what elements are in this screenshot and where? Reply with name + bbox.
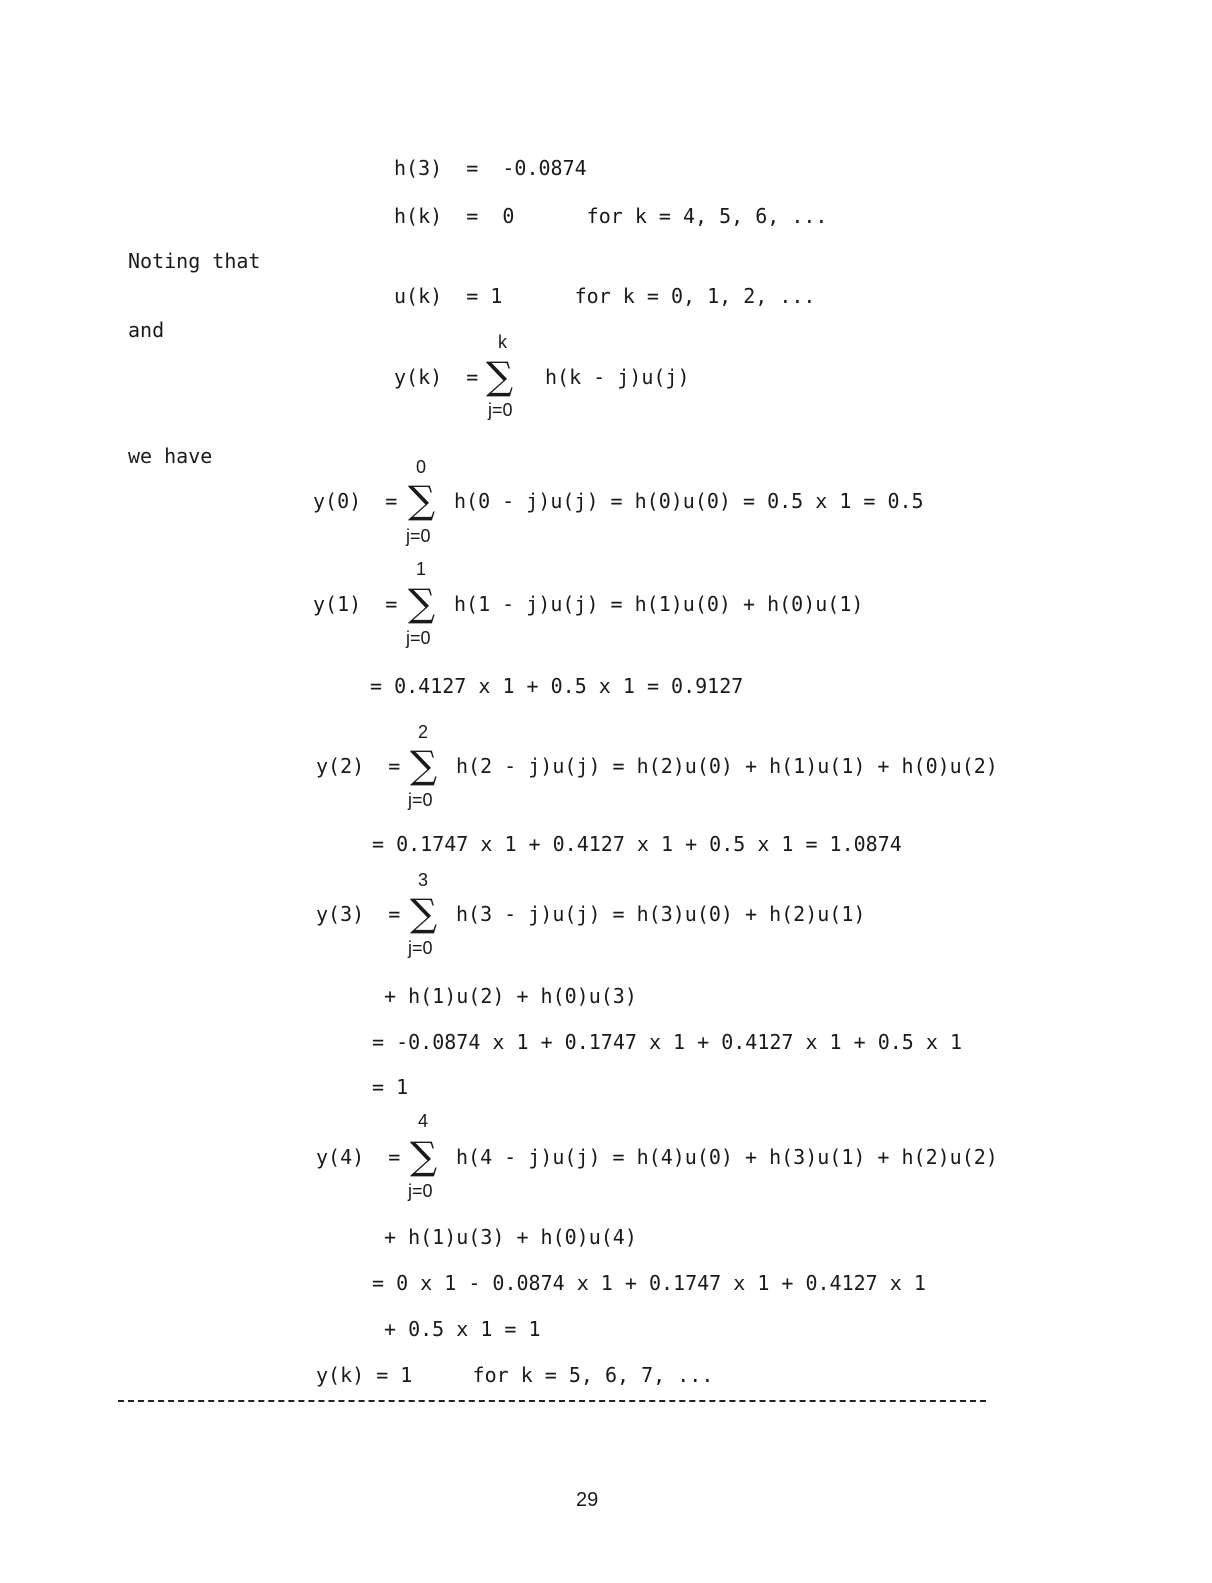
sum-lower-limit: j=0 (488, 400, 513, 420)
y3-evaluation: = -0.0874 x 1 + 0.1747 x 1 + 0.4127 x 1 + 0.5 x 1 (372, 1030, 963, 1054)
y1-rhs: h(1 - j)u(j) = h(1)u(0) + h(0)u(1) (454, 592, 864, 616)
yk-lhs: y(k) = (394, 365, 479, 389)
y1-lower-limit: j=0 (406, 628, 431, 648)
y4-lower-limit: j=0 (408, 1181, 433, 1201)
summation-sigma: ∑ (486, 354, 514, 398)
y4-rhs: h(4 - j)u(j) = h(4)u(0) + h(3)u(1) + h(2)u(2) (456, 1145, 998, 1169)
y1-upper-limit: 1 (416, 559, 427, 579)
y1-evaluation: = 0.4127 x 1 + 0.5 x 1 = 0.9127 (370, 674, 744, 698)
yk-rhs: h(k - j)u(j) (545, 365, 690, 389)
we-have-text: we have (128, 444, 213, 468)
y0-lower-limit: j=0 (406, 526, 431, 546)
dashed-separator (118, 1400, 986, 1402)
y3-lhs: y(3) = (316, 902, 401, 926)
y3-sigma: ∑ (410, 891, 438, 935)
y4-lhs: y(4) = (316, 1145, 401, 1169)
y2-evaluation: = 0.1747 x 1 + 0.4127 x 1 + 0.5 x 1 = 1.0874 (372, 832, 902, 856)
page-number: 29 (576, 1489, 599, 1511)
y4-sigma: ∑ (410, 1134, 438, 1178)
noting-that-text: Noting that (128, 249, 261, 273)
y2-sigma: ∑ (410, 743, 438, 787)
y3-continuation: + h(1)u(2) + h(0)u(3) (384, 984, 637, 1008)
h3-line: h(3) = -0.0874 (394, 156, 587, 180)
yk-final-line: y(k) = 1 for k = 5, 6, 7, ... (316, 1363, 714, 1387)
y4-upper-limit: 4 (418, 1111, 429, 1131)
y4-evaluation: = 0 x 1 - 0.0874 x 1 + 0.1747 x 1 + 0.4127 x 1 (372, 1271, 926, 1295)
uk-line: u(k) = 1 for k = 0, 1, 2, ... (394, 284, 816, 308)
and-text: and (128, 318, 165, 342)
y0-upper-limit: 0 (416, 457, 427, 477)
y2-rhs: h(2 - j)u(j) = h(2)u(0) + h(1)u(1) + h(0)u(2) (456, 754, 998, 778)
y2-upper-limit: 2 (418, 722, 429, 742)
y1-sigma: ∑ (408, 581, 436, 625)
hk-line: h(k) = 0 for k = 4, 5, 6, ... (394, 204, 828, 228)
y0-lhs: y(0) = (313, 489, 398, 513)
y1-lhs: y(1) = (313, 592, 398, 616)
sum-upper-limit: k (498, 332, 507, 352)
y2-lhs: y(2) = (316, 754, 401, 778)
y3-result: = 1 (372, 1075, 409, 1099)
y4-evaluation-cont: + 0.5 x 1 = 1 (384, 1317, 541, 1341)
y3-lower-limit: j=0 (408, 938, 433, 958)
y2-lower-limit: j=0 (408, 790, 433, 810)
y3-rhs: h(3 - j)u(j) = h(3)u(0) + h(2)u(1) (456, 902, 866, 926)
y0-rhs: h(0 - j)u(j) = h(0)u(0) = 0.5 x 1 = 0.5 (454, 489, 924, 513)
y0-sigma: ∑ (408, 478, 436, 522)
y4-continuation: + h(1)u(3) + h(0)u(4) (384, 1225, 637, 1249)
y3-upper-limit: 3 (418, 870, 429, 890)
